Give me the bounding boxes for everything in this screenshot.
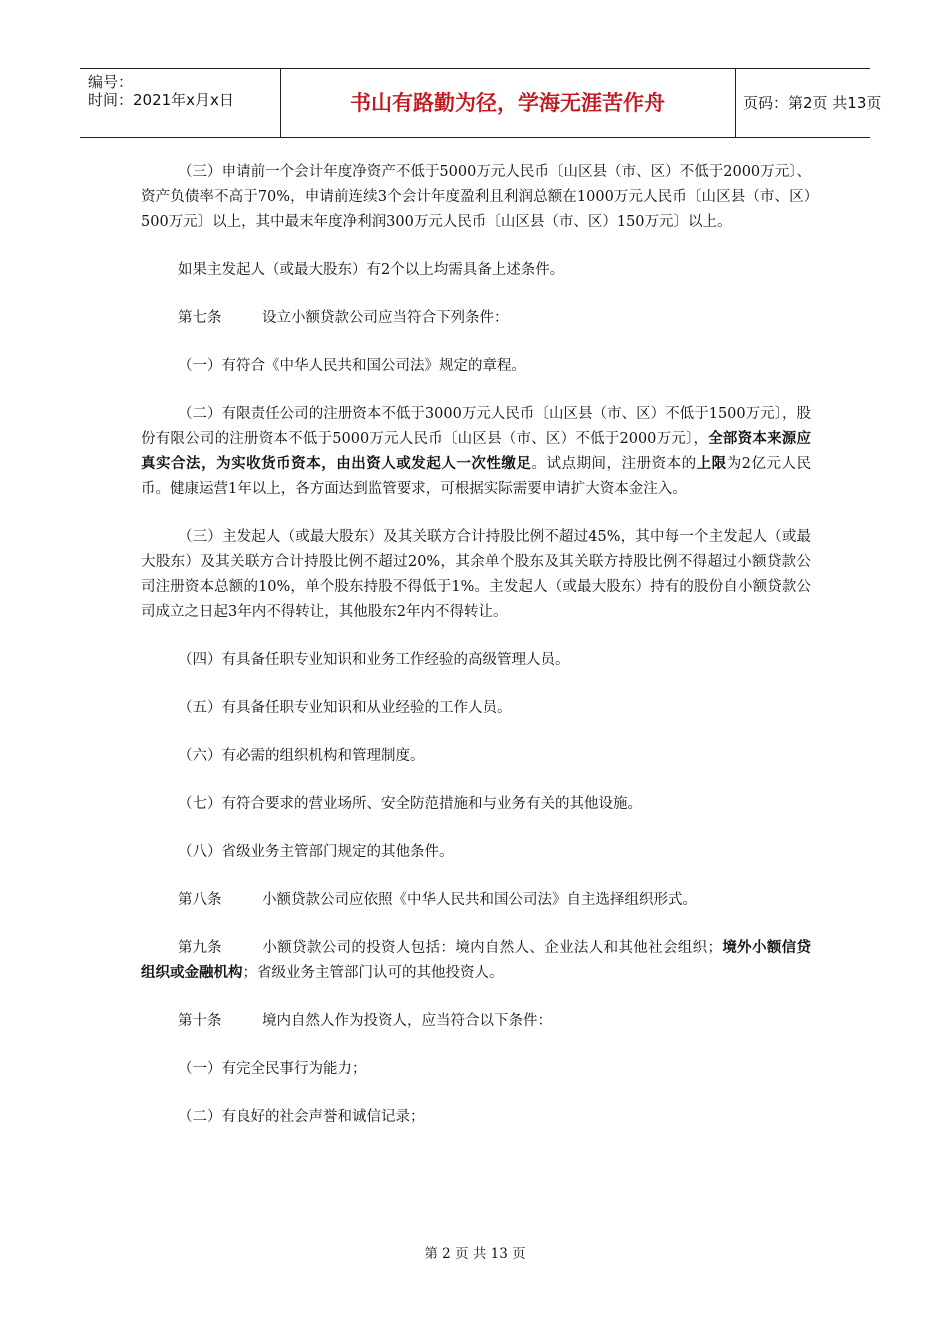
article-paragraph: 第七条 设立小额贷款公司应当符合下列条件： xyxy=(141,306,811,331)
paragraph: （八）省级业务主管部门规定的其他条件。 xyxy=(178,844,454,860)
paragraph: （七）有符合要求的营业场所、安全防范措施和与业务有关的其他设施。 xyxy=(178,796,642,812)
article-paragraph: 第九条 小额贷款公司的投资人包括：境内自然人、企业法人和其他社会组织；境外小额信贷组织或金融机构；省级业务主管部门认可的其他投资人。 xyxy=(141,936,811,986)
header-page-cell xyxy=(735,69,882,137)
page-footer: 第 2 页 共 13 页 xyxy=(424,1246,526,1262)
header-page-number: 页码：第2页 共13页 xyxy=(743,94,882,112)
bold-emphasis: 上限 xyxy=(696,456,727,472)
paragraph: （三）主发起人（或最大股东）及其关联方合计持股比例不超过45%，其中每一个主发起人（或最大股东）及其关联方合计持股比例不超过20%，其余单个股东及其关联方持股比例不得超过小额贷款公司注册资本总额的10%，单个股东持股不得低于1%。主发起人（或最大股东）持有的股份自小额贷款公司成立之日起3年内不得转让，其他股东2年内不得转让。 xyxy=(141,529,811,620)
article-paragraph: 第八条 小额贷款公司应依照《中华人民共和国公司法》自主选择组织形式。 xyxy=(141,888,811,913)
paragraph: （二）有限责任公司的注册资本不低于3000万元人民币〔山区县（市、区）不低于1500万元〕，股份有限公司的注册资本不低于5000万元人民币〔山区县（市、区）不低于2000万元〕，全部资本来源应真实合法，为实收货币资本，由出资人或发起人一次性缴足。试点期间，注册资本的上限为2亿元人民币。健康运营1年以上，各方面达到监管要求，可根据实际需要申请扩大资本金注入。 xyxy=(141,406,812,497)
paragraph: （五）有具备任职专业知识和从业经验的工作人员。 xyxy=(178,700,512,716)
bold-emphasis: 全部资本来源应真实合法，为实收货币资本，由出资人或发起人一次性缴足 xyxy=(141,431,811,472)
paragraph: （三）申请前一个会计年度净资产不低于5000万元人民币〔山区县（市、区）不低于2000万元〕、资产负债率不高于70%，申请前连续3个会计年度盈利且利润总额在1000万元人民币〔山区县（市、区）500万元〕以上，其中最末年度净利润300万元人民币〔山区县（市、区）150万元〕以上。 xyxy=(141,164,811,230)
paragraph: （二）有良好的社会声誉和诚信记录； xyxy=(178,1109,425,1125)
paragraph: （四）有具备任职专业知识和业务工作经验的高级管理人员。 xyxy=(178,652,570,668)
header-motto: 书山有路勤为径，学海无涯苦作舟 xyxy=(350,91,665,115)
paragraph: （六）有必需的组织机构和管理制度。 xyxy=(178,748,425,764)
paragraph: 如果主发起人（或最大股东）有2个以上均需具备上述条件。 xyxy=(178,262,565,278)
header-meta-cell xyxy=(80,69,281,137)
article-number: 第十条 xyxy=(178,1013,222,1029)
article-number: 第七条 xyxy=(178,310,222,326)
header-motto-cell xyxy=(280,69,736,137)
paragraph: （一）有完全民事行为能力； xyxy=(178,1061,367,1077)
article-number: 第九条 xyxy=(178,940,222,956)
bold-emphasis: 境外小额信贷组织或金融机构 xyxy=(141,940,812,981)
document-number-label: 编号： xyxy=(88,73,134,91)
paragraph: （一）有符合《中华人民共和国公司法》规定的章程。 xyxy=(178,358,526,374)
article-number: 第八条 xyxy=(178,892,222,908)
document-body xyxy=(141,160,811,1153)
article-paragraph: 第十条 境内自然人作为投资人，应当符合以下条件： xyxy=(141,1009,811,1034)
page-header xyxy=(80,68,882,138)
document-date-label: 时间：2021年x月x日 xyxy=(88,91,234,109)
